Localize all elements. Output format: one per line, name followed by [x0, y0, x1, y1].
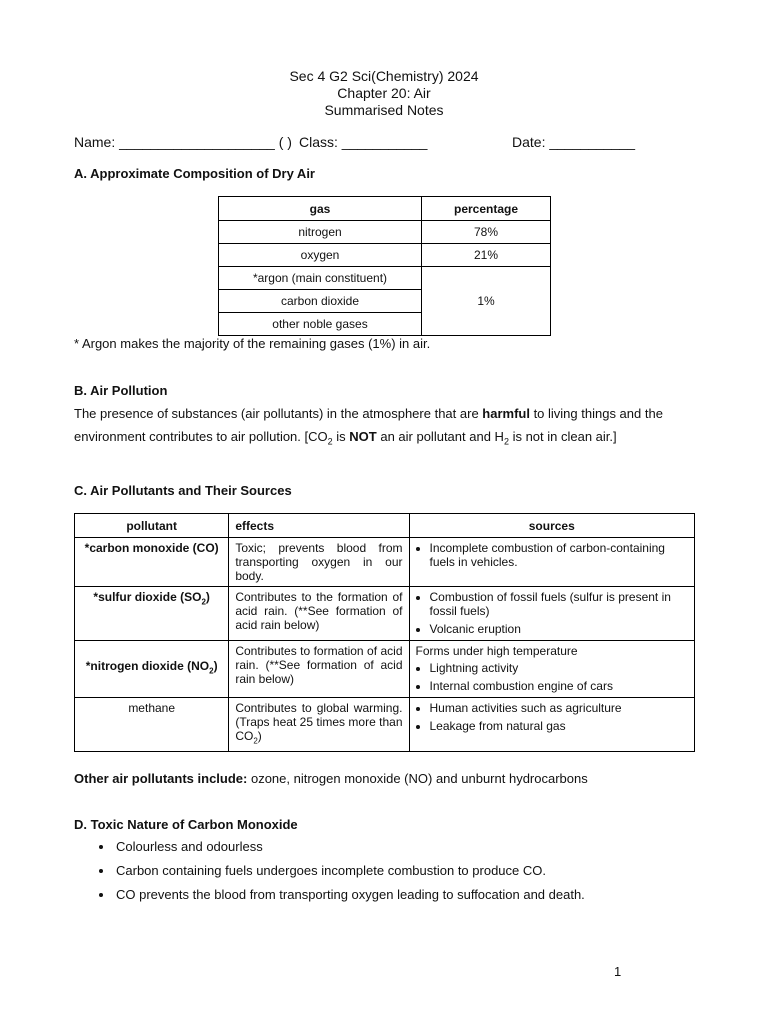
header-percentage: percentage [422, 197, 551, 221]
table-row [219, 221, 551, 244]
source-item: • Internal combustion engine of cars [430, 679, 689, 693]
effects-text: ) [257, 729, 262, 743]
page-number: 1 [614, 964, 622, 979]
header-effects: effects [229, 514, 409, 538]
header-gas: gas [219, 197, 422, 221]
name-field: Name: ____________________ ( ) [74, 134, 292, 150]
section-d-title: D. Toxic Nature of Carbon Monoxide [74, 817, 298, 832]
subscript: 2 [201, 597, 206, 607]
document-header [0, 68, 768, 119]
paragraph-text: The presence of substances (air pollutants) in the atmosphere that are [74, 406, 483, 421]
source-item: • Human activities such as agriculture [430, 701, 689, 715]
subscript: 2 [503, 436, 509, 447]
source-item: • Volcanic eruption [430, 622, 689, 636]
sources-cell [409, 587, 695, 641]
percentage-cell-merged: 1% [422, 267, 551, 336]
source-item: • Combustion of fossil fuels (sulfur is present in fossil fuels) [430, 590, 689, 618]
other-pollutants-line [74, 767, 699, 790]
effects-text: Contributes to global warming. (Traps heat 25 times more than CO [235, 701, 403, 743]
composition-table [218, 196, 551, 336]
not-emphasis: NOT [349, 429, 377, 444]
section-a-title: A. Approximate Composition of Dry Air [74, 166, 315, 181]
source-item: • Leakage from natural gas [430, 719, 689, 733]
paragraph-text: is [332, 429, 350, 444]
table-header-row [219, 197, 551, 221]
percentage-cell: 21% [422, 244, 551, 267]
pollutant-text: *nitrogen dioxide (NO [85, 659, 210, 674]
table-row [219, 244, 551, 267]
header-sources: sources [409, 514, 695, 538]
gas-cell: oxygen [219, 244, 422, 267]
paragraph-text: an air pollutant and H [376, 429, 504, 444]
gas-cell: *argon (main constituent) [219, 267, 422, 290]
pollutant-text: *sulfur dioxide (SO [93, 590, 202, 604]
table-row [75, 698, 695, 752]
other-pollutants-text: ozone, nitrogen monoxide (NO) and unburnt hydrocarbons [247, 771, 588, 786]
class-field: Class: ___________ [299, 134, 428, 150]
harmful-emphasis: harmful [482, 406, 530, 421]
section-c-title: C. Air Pollutants and Their Sources [74, 483, 292, 498]
gas-cell: other noble gases [219, 313, 422, 336]
gas-cell: carbon dioxide [219, 290, 422, 313]
effects-cell: Contributes to the formation of acid rain. (**See formation of acid rain below) [229, 587, 409, 641]
sources-intro: Forms under high temperature [415, 644, 578, 658]
carbon-monoxide-list [92, 838, 585, 910]
section-b-title: B. Air Pollution [74, 383, 168, 398]
header-chapter: Chapter 20: Air [337, 85, 431, 101]
source-item: • Lightning activity [430, 661, 689, 675]
header-subtitle: Summarised Notes [324, 102, 444, 118]
effects-cell: Toxic; prevents blood from transporting oxygen in our body. [229, 538, 409, 587]
sources-cell [409, 538, 695, 587]
paragraph-text: to living things and the environment contributes to air pollution. [CO [74, 406, 663, 444]
table-row [219, 267, 551, 290]
air-pollution-paragraph [74, 402, 699, 454]
argon-note: * Argon makes the majority of the remaining gases (1%) in air. [74, 336, 431, 351]
pollutant-cell [75, 587, 229, 641]
table-row [75, 641, 695, 698]
table-row [75, 538, 695, 587]
table-header-row [75, 514, 695, 538]
other-pollutants-label: Other air pollutants include: [74, 771, 248, 786]
sources-cell [409, 698, 695, 752]
source-item: • Incomplete combustion of carbon-containing fuels in vehicles. [430, 541, 689, 569]
subscript: 2 [209, 666, 214, 676]
header-pollutant: pollutant [75, 514, 229, 538]
date-field: Date: ___________ [512, 134, 635, 150]
subscript: 2 [253, 736, 258, 746]
pollutant-cell [75, 641, 229, 698]
percentage-cell: 78% [422, 221, 551, 244]
pollutant-text: ) [213, 659, 218, 674]
list-item: • Carbon containing fuels undergoes incomplete combustion to produce CO. [114, 862, 585, 886]
header-course: Sec 4 G2 Sci(Chemistry) 2024 [289, 68, 479, 84]
subscript: 2 [327, 436, 333, 447]
effects-cell [229, 698, 409, 752]
pollutant-cell: *carbon monoxide (CO) [75, 538, 229, 587]
gas-cell: nitrogen [219, 221, 422, 244]
table-row [75, 587, 695, 641]
list-item: • CO prevents the blood from transporting oxygen leading to suffocation and death. [114, 886, 585, 910]
list-item: • Colourless and odourless [114, 838, 585, 862]
paragraph-text: is not in clean air.] [508, 429, 617, 444]
pollutant-cell: methane [75, 698, 229, 752]
pollutant-text: ) [205, 590, 210, 604]
sources-cell [409, 641, 695, 698]
effects-cell: Contributes to formation of acid rain. (**See formation of acid rain below) [229, 641, 409, 698]
pollutants-table [74, 513, 695, 752]
